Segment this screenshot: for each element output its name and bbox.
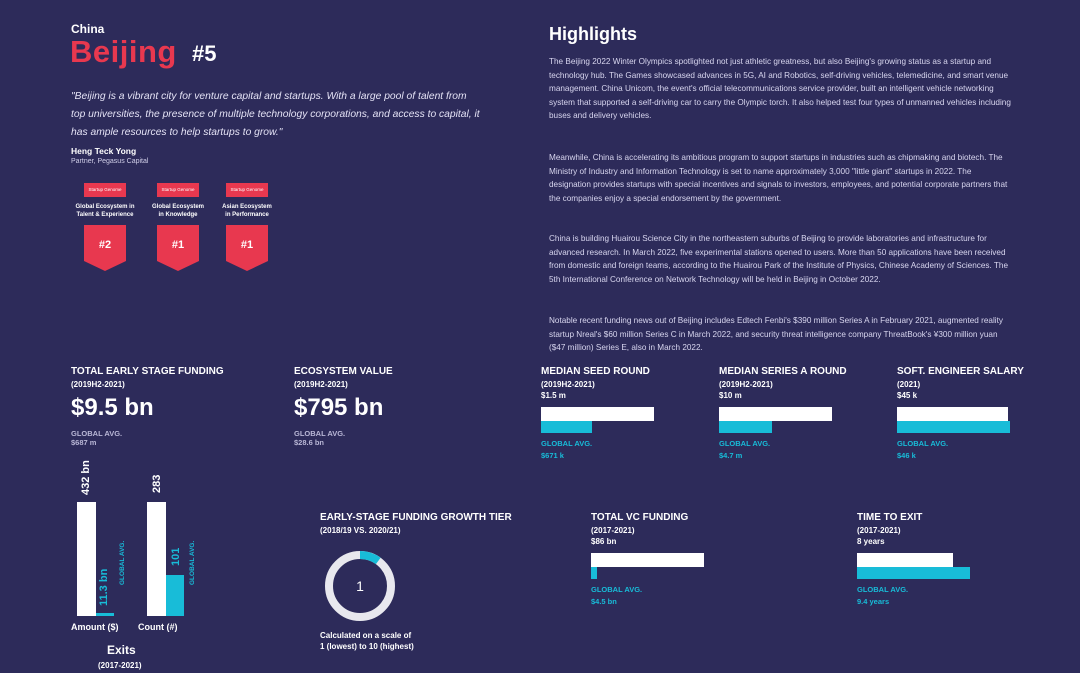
badge-knowledge <box>146 183 210 271</box>
global-avg-value: $4.7 m <box>719 451 743 460</box>
exits-amount-global-label: GLOBAL AVG. <box>119 540 126 585</box>
global-avg-label: GLOBAL AVG. <box>897 439 949 448</box>
metric-title: TIME TO EXIT <box>857 512 923 523</box>
global-avg-value: $46 k <box>897 451 916 460</box>
highlights-paragraph-1: The Beijing 2022 Winter Olympics spotlighted not just athletic greatness, but also Beijing's growing status as a startup and technology hub. The Games showcased advances in 5G, AI and Robotics, self-driving vehicles, telemedicine, and smart venue management. China Unicom, the event's official telecommunications service provider, built an intelligent vehicle networking system that supported a self-driving car to carry the Olympic torch. It also helped test four types of unmanned vehicles including buses and delivery vehicles. <box>549 57 1011 121</box>
city-rank: #5 <box>192 41 217 66</box>
metric-engineer-salary <box>897 366 1047 460</box>
global-avg-value: $687 m <box>71 438 97 447</box>
badge-caption: Global Ecosystem in Talent & Experience <box>75 204 135 218</box>
global-avg-label: GLOBAL AVG. <box>857 585 909 594</box>
metric-title: SOFT. ENGINEER SALARY <box>897 366 1024 377</box>
global-avg-value: 9.4 years <box>857 597 890 606</box>
metric-value: $9.5 bn <box>71 394 154 421</box>
exits-count-label: Count (#) <box>138 622 178 632</box>
global-avg-label: GLOBAL AVG. <box>541 439 593 448</box>
exits-period: (2017-2021) <box>98 661 142 670</box>
global-avg-bar <box>857 567 970 579</box>
city-bar <box>719 407 832 421</box>
growth-tier-period: (2018/19 VS. 2020/21) <box>320 526 401 535</box>
metric-period: (2019H2-2021) <box>71 380 125 389</box>
global-avg-label: GLOBAL AVG. <box>294 429 346 438</box>
global-avg-value: $671 k <box>541 451 564 460</box>
exits-count-bar <box>147 502 166 616</box>
badge-caption: Global Ecosystem in Knowledge <box>151 204 205 218</box>
metric-value: $1.5 m <box>541 391 566 400</box>
city-title: Beijing <box>70 34 177 69</box>
exits-amount-global-bar <box>96 613 114 616</box>
growth-tier-title: EARLY-STAGE FUNDING GROWTH TIER <box>320 512 512 523</box>
metric-value: 8 years <box>857 537 885 546</box>
exits-count-global-label: GLOBAL AVG. <box>189 540 196 585</box>
city-bar <box>591 553 704 567</box>
metric-value: $10 m <box>719 391 742 400</box>
highlights-paragraph-2: Meanwhile, China is accelerating its ambitious program to support startups in industries such as chipmaking and biotech. The Ministry of Industry and Information Technology is set to name approximately 3,000 "little giant" startups in 2022. The designation provides startups with special incentives and signals to investors, employees, and potential corporate partners that the companies enjoy a special endorsement by the government. <box>549 153 1008 203</box>
city-bar <box>857 553 953 567</box>
global-avg-bar <box>541 421 592 433</box>
startup-genome-logo: Startup Genome <box>84 183 126 197</box>
growth-tier-value: 1 <box>356 578 364 594</box>
badge-talent <box>73 183 137 271</box>
startup-genome-logo: Startup Genome <box>157 183 199 197</box>
metric-title: ECOSYSTEM VALUE <box>294 366 393 377</box>
metric-ecosystem-value <box>294 366 393 447</box>
quote-author: Heng Teck Yong <box>71 146 137 156</box>
metric-period: (2019H2-2021) <box>719 380 773 389</box>
badge-caption: Asian Ecosystem in Performance <box>222 204 272 218</box>
ribbon-shape <box>84 225 126 271</box>
badge-rank: #1 <box>171 239 185 251</box>
metric-total-vc-funding <box>591 512 741 606</box>
growth-tier-note: Calculated on a scale of 1 (lowest) to 10 (highest) <box>320 631 414 651</box>
highlights-paragraph-4: Notable recent funding news out of Beijing includes Edtech Fenbi's $390 million Series A in February 2021, augmented reality startup Nreal's $60 million Series C in March 2022, and security threat intelligence company ThreatBook's ¥300 million yuan ($47 million) Series E, also in March 2022. <box>549 316 1003 353</box>
badge-rank: #1 <box>240 239 254 251</box>
global-avg-value: $28.6 bn <box>294 438 325 447</box>
badge-performance <box>215 183 279 271</box>
exits-count-global-value: 101 <box>170 547 182 566</box>
metric-value: $795 bn <box>294 394 384 421</box>
city-bar <box>897 407 1008 421</box>
metric-title: MEDIAN SERIES A ROUND <box>719 366 847 377</box>
country-label: China <box>71 22 105 36</box>
highlights-paragraph-3: China is building Huairou Science City in the northeastern suburbs of Beijing to provide laboratories and infrastructure for advanced research. In March 2022, five experimental stations opened to users. More than 50 applications have been received from domestic and foreign teams, according to the Huairou Park of the Institute of Physics, Chinese Academy of Sciences. The 5th International Conference on Network Technology will be held in Beijing in October 2022. <box>549 234 1009 284</box>
growth-tier-section <box>320 512 512 535</box>
exits-amount-bar <box>77 502 96 616</box>
exits-amount-label: Amount ($) <box>71 622 119 632</box>
metric-title: MEDIAN SEED ROUND <box>541 366 650 377</box>
metric-early-stage-funding <box>71 366 224 447</box>
metric-value: $45 k <box>897 391 918 400</box>
metric-value: $86 bn <box>591 537 617 546</box>
badge-rank: #2 <box>98 239 112 251</box>
global-avg-bar <box>591 567 597 579</box>
exits-count-global-bar <box>166 575 184 616</box>
exits-title: Exits <box>107 643 136 657</box>
global-avg-label: GLOBAL AVG. <box>71 429 123 438</box>
metric-title: TOTAL EARLY STAGE FUNDING <box>71 366 224 377</box>
global-avg-bar <box>897 421 1010 433</box>
exits-count-value: 283 <box>151 474 163 493</box>
metric-period: (2019H2-2021) <box>541 380 595 389</box>
global-avg-label: GLOBAL AVG. <box>719 439 771 448</box>
metric-period: (2017-2021) <box>591 526 635 535</box>
quote-text: "Beijing is a vibrant city for venture capital and startups. With a large pool of talent from top universities, the presence of multiple technology corporations, and access to capital, it has ample resources to help startups to grow." <box>71 91 480 138</box>
growth-tier-donut <box>322 548 398 624</box>
metric-period: (2019H2-2021) <box>294 380 348 389</box>
ribbon-shape <box>226 225 268 271</box>
ribbon-shape <box>157 225 199 271</box>
metric-period: (2021) <box>897 380 921 389</box>
quote-author-title: Partner, Pegasus Capital <box>71 158 149 165</box>
exits-amount-global-value: 11.3 bn <box>98 568 110 606</box>
metric-median-series-a <box>719 366 869 460</box>
metric-title: TOTAL VC FUNDING <box>591 512 689 523</box>
highlights-title: Highlights <box>549 24 637 44</box>
city-bar <box>541 407 654 421</box>
global-avg-value: $4.5 bn <box>591 597 617 606</box>
metric-time-to-exit <box>857 512 1007 606</box>
metric-period: (2017-2021) <box>857 526 901 535</box>
exits-amount-value: 432 bn <box>80 460 92 495</box>
metric-median-seed <box>541 366 691 460</box>
global-avg-bar <box>719 421 772 433</box>
startup-genome-logo: Startup Genome <box>226 183 268 197</box>
global-avg-label: GLOBAL AVG. <box>591 585 643 594</box>
